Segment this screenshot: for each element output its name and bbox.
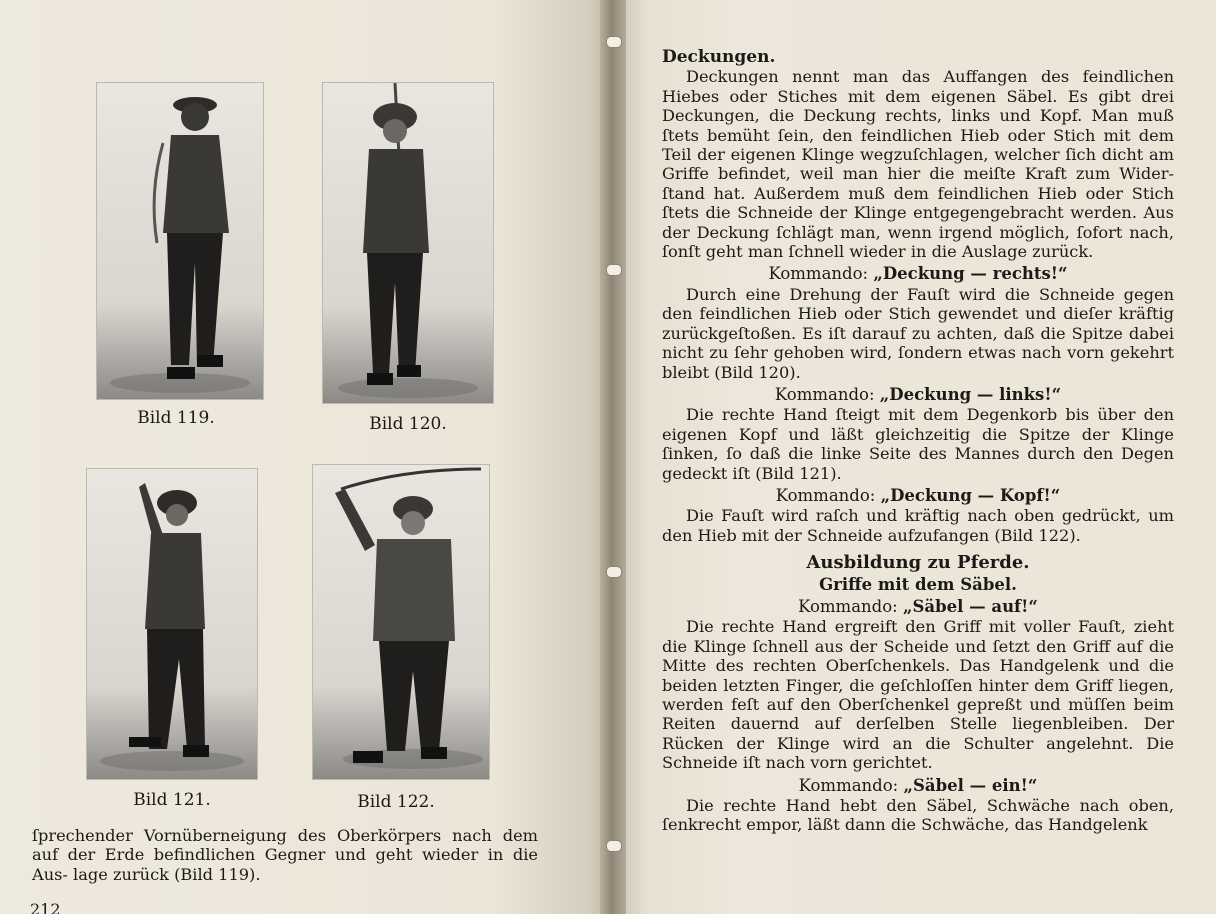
kommando-prefix: Kommando: [798, 775, 899, 795]
kommando-command: „Säbel — ein!“ [903, 775, 1038, 795]
binding-stitch [606, 264, 622, 276]
kommando-prefix: Kommando: [798, 596, 898, 616]
kommando-command: „Säbel — auf!“ [902, 596, 1038, 616]
continuation-paragraph: ſprechender Vornüberneigung des Oberkörpers nach dem auf der Erde befindlichen Gegner und geht wieder in die Aus- lage zurück (Bild 119). [32, 826, 538, 884]
photo-bild-120 [322, 82, 494, 404]
book-gutter [600, 0, 626, 914]
paragraph-deckung-rechts: Durch eine Drehung der Fauſt wird die Schneide gegen den feindlichen Hieb oder Stich gewendet und dieſer kräftig zurückgeſtoßen. Es iſt darauf zu achten, daß die Spitze dabei nicht zu ſehr gehoben wird, ſondern etwas nach vorn gekehrt bleibt (Bild 120). [662, 284, 1174, 382]
soldier-figure-icon [323, 83, 493, 403]
paragraph-deckung-links: Die rechte Hand ſteigt mit dem Degenkorb bis über den eigenen Kopf und läßt gleichzeitig die Spitze der Klinge ſinken, ſo daß die linke Seite des Mannes durch den Degen gedeckt iſt (Bild 121). [662, 405, 1174, 483]
heading-deckungen: Deckungen. [662, 47, 776, 67]
binding-stitch [606, 566, 622, 578]
photo-bild-119 [96, 82, 264, 400]
kommando-deckung-links [662, 385, 1174, 404]
kommando-deckung-rechts [662, 264, 1174, 283]
kommando-saebel-ein [662, 776, 1174, 795]
sub-title: Griffe mit dem Säbel. [819, 574, 1017, 594]
binding-stitch [606, 840, 622, 852]
page-number: 212 [30, 900, 61, 914]
right-page-text [662, 48, 1174, 835]
binding-stitch [606, 36, 622, 48]
kommando-saebel-auf [662, 597, 1174, 616]
kommando-prefix: Kommando: [774, 384, 875, 404]
photo-bild-121 [86, 468, 258, 780]
right-page [612, 0, 1216, 914]
section-title: Ausbildung zu Pferde. [806, 552, 1030, 574]
caption-bild-121: Bild 121. [133, 790, 211, 810]
caption-bild-119: Bild 119. [137, 408, 215, 428]
caption-bild-120: Bild 120. [369, 414, 447, 434]
paragraph-deckung-kopf: Die Fauſt wird raſch und kräftig nach oben gedrückt, um den Hieb mit der Schneide aufzufangen (Bild 122). [662, 506, 1174, 545]
intro-paragraph: Deckungen nennt man das Auffangen des feindlichen Hiebes oder Stiches mit dem eigenen Säbel. Es gibt drei Deckungen, die Deckung rechts, links und Kopf. Man muß ſtets bemüht ſein, den feindlichen Hieb oder Stich mit dem Teil der eigenen Klinge wegzuſchlagen, welcher ſich dicht am Griffe befindet, weil man hier die meiſte Kraft zum Wider- ſtand hat. Außerdem muß dem feindlichen Hieb oder Stich ſtets die Schneide der Klinge entgegengebracht werden. Aus der Deckung ſchlägt man, wenn irgend möglich, ſofort nach, ſonſt geht man ſchnell wieder in die Auslage zurück. [662, 67, 1174, 262]
left-continuation-text [32, 826, 538, 884]
paragraph-saebel-ein: Die rechte Hand hebt den Säbel, Schwäche nach oben, ſenkrecht empor, läßt dann die Schwäche, das Handgelenk [662, 796, 1174, 835]
kommando-prefix: Kommando: [775, 485, 876, 505]
kommando-command: „Deckung — Kopf!“ [880, 485, 1061, 505]
kommando-deckung-kopf [662, 486, 1174, 505]
kommando-command: „Deckung — links!“ [879, 384, 1062, 404]
soldier-figure-icon [97, 83, 263, 399]
kommando-command: „Deckung — rechts!“ [873, 264, 1068, 284]
paragraph-saebel-auf: Die rechte Hand ergreift den Griff mit voller Fauſt, zieht die Klinge ſchnell aus der Scheide und ſetzt den Griff auf die Mitte des rechten Oberſchenkels. Das Handgelenk und die beiden letzten Finger, die geſchloſſen hinter dem Griff liegen, werden feſt auf den Oberſchenkel gepreßt und müſſen beim Reiten dauernd auf derſelben Stelle liegenbleiben. Der Rücken der Klinge wird an die Schulter angelehnt. Die Schneide iſt nach vorn gerichtet. [662, 617, 1174, 773]
photo-bild-122 [312, 464, 490, 780]
soldier-figure-icon [313, 465, 489, 779]
caption-bild-122: Bild 122. [357, 792, 435, 812]
kommando-prefix: Kommando: [768, 264, 869, 284]
soldier-figure-icon [87, 469, 257, 779]
